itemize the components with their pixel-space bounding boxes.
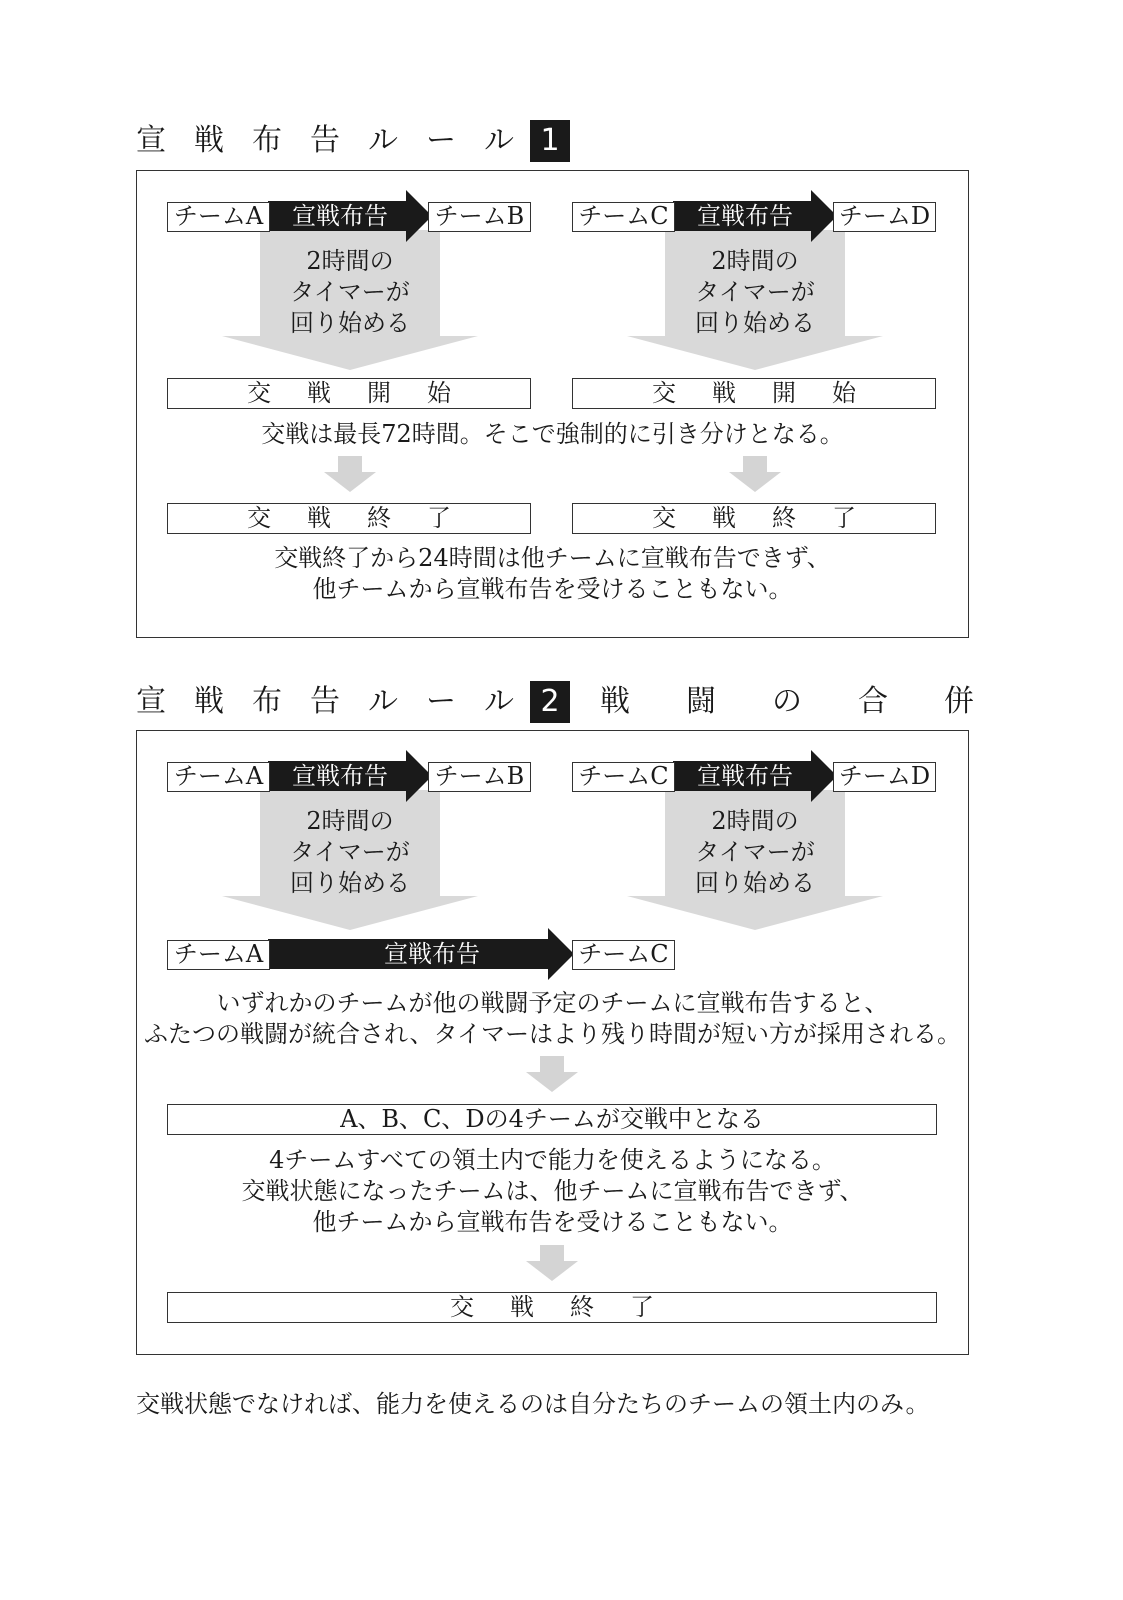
heading-char: ー: [426, 123, 456, 158]
rule2-right-team-d: チームD: [833, 762, 936, 792]
rule2-merge-declare-label: 宣戦布告: [384, 940, 480, 968]
subtitle-char: 戦: [600, 684, 630, 719]
rule1-right-team-d: チームD: [833, 202, 936, 232]
bar-char: 開: [367, 379, 391, 407]
timer-line: 2時間の: [306, 807, 394, 835]
note-line: 他チームから宣戦布告を受けることもない。: [312, 575, 793, 603]
bar-char: 交: [247, 504, 271, 532]
bar-char: 戦: [712, 504, 736, 532]
bar-char: 戦: [510, 1293, 534, 1321]
rule-number-badge: 1: [530, 120, 570, 162]
rule1-right-timer-text: [675, 246, 835, 339]
rule1-note1: 交戦は最長72時間。そこで強制的に引き分けとなる。: [261, 420, 844, 448]
bar-char: 終: [772, 504, 796, 532]
bar-char: 交: [247, 379, 271, 407]
rule2-down-arrow-2: [526, 1245, 578, 1281]
rule2-heading: [136, 681, 976, 723]
bar-char: 終: [367, 504, 391, 532]
bar-char: 終: [570, 1293, 594, 1321]
timer-line: 回り始める: [695, 309, 815, 337]
bar-char: 戦: [307, 504, 331, 532]
timer-line: 回り始める: [290, 309, 410, 337]
rule1-left-team-b: チームB: [428, 202, 531, 232]
note-line: ふたつの戦闘が統合され、タイマーはより残り時間が短い方が採用される。: [144, 1020, 961, 1048]
rule2-left-team-b: チームB: [428, 762, 531, 792]
heading-char: 告: [310, 123, 340, 158]
rule1-left-timer-text: [270, 246, 430, 339]
rule2-merge-team-a: チームA: [167, 940, 270, 970]
rule2-right-declare-label: 宣戦布告: [697, 762, 793, 790]
rule1-note2: [136, 543, 969, 605]
rule2-note2: [136, 1145, 969, 1238]
bar-char: 始: [832, 379, 856, 407]
heading-char: ー: [426, 684, 456, 719]
bar-char: 了: [630, 1293, 654, 1321]
bar-char: 開: [772, 379, 796, 407]
note-line: 他チームから宣戦布告を受けることもない。: [312, 1208, 793, 1236]
rule2-merge-team-c: チームC: [572, 940, 675, 970]
timer-line: 2時間の: [306, 247, 394, 275]
note-line: 交戦終了から24時間は他チームに宣戦布告できず、: [274, 544, 831, 572]
rule2-right-timer-text: [675, 806, 835, 899]
rule2-left-timer-text: [270, 806, 430, 899]
rule1-right-declare-label: 宣戦布告: [697, 202, 793, 230]
heading-char: 布: [252, 123, 282, 158]
timer-line: 回り始める: [695, 869, 815, 897]
subtitle-char: 合: [858, 684, 888, 719]
rule2-right-team-c: チームC: [572, 762, 675, 792]
bar-char: 始: [427, 379, 451, 407]
rule1-right-team-c: チームC: [572, 202, 675, 232]
timer-line: タイマーが: [695, 278, 815, 306]
subtitle-char: 闘: [686, 684, 716, 719]
rule2-note1: [136, 988, 969, 1050]
rule2-left-team-a: チームA: [167, 762, 270, 792]
bar-char: 戦: [307, 379, 331, 407]
rule1-left-down-arrow: [324, 456, 376, 492]
rule2-left-declare-label: 宣戦布告: [292, 762, 388, 790]
heading-char: 告: [310, 684, 340, 719]
timer-line: 2時間の: [711, 247, 799, 275]
rule1-left-end-bar: [167, 503, 531, 534]
bar-char: 了: [427, 504, 451, 532]
rule1-right-start-bar: [572, 378, 936, 409]
footer-note: 交戦状態でなければ、能力を使えるのは自分たちのチームの領土内のみ。: [136, 1390, 930, 1418]
heading-char: ル: [368, 684, 398, 719]
heading-char: 戦: [194, 123, 224, 158]
heading-char: ル: [368, 123, 398, 158]
rule1-right-down-arrow: [729, 456, 781, 492]
rule1-left-start-bar: [167, 378, 531, 409]
subtitle-char: の: [772, 684, 802, 719]
timer-line: 回り始める: [290, 869, 410, 897]
bar-char: 交: [450, 1293, 474, 1321]
heading-char: ル: [484, 684, 514, 719]
note-line: 4チームすべての領土内で能力を使えるようになる。: [269, 1146, 836, 1174]
rule-number-badge: 2: [530, 681, 570, 723]
bar-char: 戦: [712, 379, 736, 407]
timer-line: 2時間の: [711, 807, 799, 835]
rule2-end-bar: [167, 1292, 937, 1323]
rule1-left-team-a: チームA: [167, 202, 270, 232]
timer-line: タイマーが: [290, 838, 410, 866]
heading-char: 布: [252, 684, 282, 719]
heading-char: 宣: [136, 123, 166, 158]
rule1-heading: [136, 120, 570, 162]
note-line: いずれかのチームが他の戦闘予定のチームに宣戦布告すると、: [216, 989, 889, 1017]
rule2-down-arrow-1: [526, 1056, 578, 1092]
timer-line: タイマーが: [290, 278, 410, 306]
heading-char: 戦: [194, 684, 224, 719]
rule2-combat-bar: A、B、C、Dの4チームが交戦中となる: [167, 1104, 937, 1135]
bar-char: 交: [652, 504, 676, 532]
bar-char: 了: [832, 504, 856, 532]
note-line: 交戦状態になったチームは、他チームに宣戦布告できず、: [241, 1177, 864, 1205]
subtitle-char: 併: [944, 684, 974, 719]
bar-char: 交: [652, 379, 676, 407]
rule1-left-declare-label: 宣戦布告: [292, 202, 388, 230]
heading-char: ル: [484, 123, 514, 158]
heading-char: 宣: [136, 684, 166, 719]
rule1-right-end-bar: [572, 503, 936, 534]
timer-line: タイマーが: [695, 838, 815, 866]
